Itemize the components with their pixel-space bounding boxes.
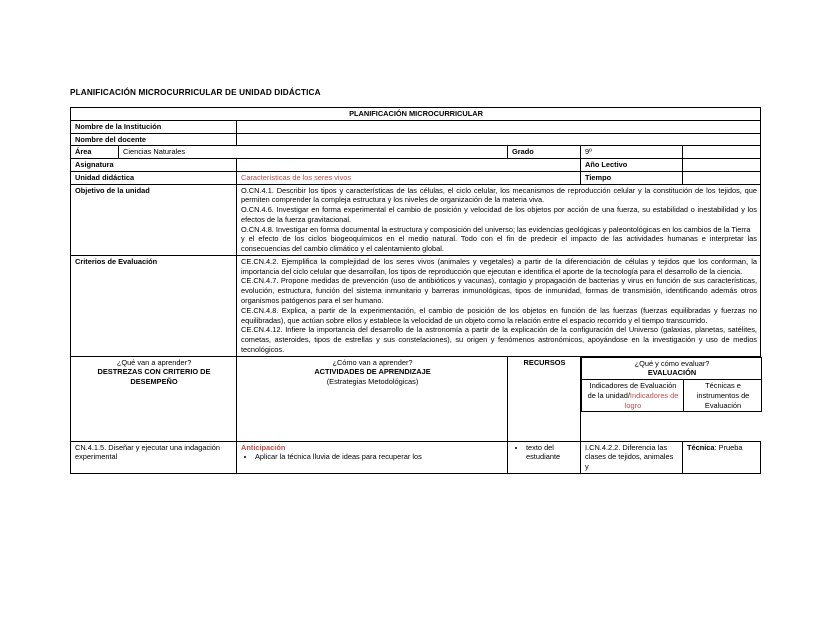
tecnica-value: : Prueba [714, 442, 743, 452]
cell-destreza[interactable]: CN.4.1.5. Diseñar y ejecutar una indagación experimental [71, 441, 237, 473]
tecnica-label: Técnica [687, 442, 715, 452]
objetivo-paragraph: O.CN.4.1. Describir los tipos y características de las células, el ciclo celular, los mecanismos de reproducción celular y la constitución de los tejidos, que permiten comprender la compleja estructura y los niveles de organización de la materia viva. [241, 185, 757, 205]
cell-tecnica[interactable] [683, 441, 761, 473]
objetivo-label: Objetivo de la unidad [71, 184, 237, 255]
asignatura-value[interactable] [237, 159, 581, 172]
area-label: Área [71, 146, 119, 159]
grado-value[interactable]: 9º [581, 146, 683, 159]
area-value[interactable]: Ciencias Naturales [119, 146, 508, 159]
destrezas-title: DESTREZAS CON CRITERIO DE DESEMPEÑO [97, 367, 211, 387]
criterios-content[interactable] [237, 255, 761, 356]
indicadores-part1: Indicadores de Evaluación de la unidad/ [587, 381, 677, 400]
list-item: • Aplicar la técnica lluvia de ideas para recuperar los [255, 452, 504, 462]
destrezas-question: ¿Qué van a aprender? [116, 357, 192, 367]
subheader-tecnicas: Técnicas e instrumentos de Evaluación [684, 380, 762, 412]
header-actividades [237, 356, 508, 441]
table-row-criterios [71, 255, 761, 356]
actividades-title: ACTIVIDADES DE APRENDIZAJE [314, 367, 431, 377]
evaluacion-header-table [581, 357, 762, 413]
institucion-label: Nombre de la Institución [71, 120, 237, 133]
actividades-subtitle: (Estrategias Metodológicas) [326, 377, 419, 387]
table-row-unidad [71, 171, 761, 184]
table-row-objetivo [71, 184, 761, 255]
list-item: • texto del estudiante [526, 443, 577, 463]
table-row-column-headers [71, 356, 761, 441]
objetivo-content[interactable] [237, 184, 761, 255]
recursos-list [512, 443, 577, 463]
cell-actividad[interactable] [237, 441, 508, 473]
institucion-value[interactable] [237, 120, 761, 133]
table-row-content [71, 441, 761, 473]
criterio-paragraph: CE.CN.4.7. Propone medidas de prevención (uso de antibióticos y vacunas), contagio y propagación de bacterias y virus en función de sus características, evolución, estructura, función del sistema inmunitario y barreras inmunológicas, tipos de inmunidad, formas de transmisión, identificando además otros organismos patógenos para el ser humano. [241, 276, 757, 306]
recursos-title: RECURSOS [523, 357, 566, 367]
docente-value[interactable] [237, 133, 761, 146]
actividad-heading: Anticipación [241, 442, 286, 452]
unidad-label: Unidad didáctica [71, 171, 237, 184]
table-row-asignatura [71, 159, 761, 172]
unidad-value[interactable]: Características de los seres vivos [237, 171, 581, 184]
subheader-indicadores [582, 380, 684, 412]
evaluacion-top-row [582, 357, 762, 380]
header-evaluacion [581, 356, 761, 441]
objetivo-paragraph: O.CN.4.6. Investigar en forma experimental el cambio de posición y velocidad de los objetos por acción de una fuerza, su estabilidad o inestabilidad y los efectos de la fuerza gravitacional. [241, 205, 757, 224]
anio-lectivo-value[interactable] [683, 159, 761, 172]
banner-title: PLANIFICACIÓN MICROCURRICULAR [71, 108, 761, 121]
indicadores-part2: Indicadores de logro [624, 390, 679, 410]
objetivo-paragraph: O.CN.4.8. Investigar en forma documental la estructura y composición del universo; las evidencias geológicas y paleontológicas en los cambios de la Tierra [241, 224, 751, 234]
actividad-list [241, 452, 504, 462]
planificacion-table [70, 107, 761, 474]
criterio-paragraph: CE.CN.4.12. Infiere la importancia del desarrollo de la astronomía a partir de la explicación de la configuración del Universo (galaxias, planetas, satélites, cometas, asteroides, tipos de estrellas y sus constelaciones), su origen y fenómenos astronómicos, apoyándose en la investigación y uso de medios tecnológicos. [241, 325, 757, 354]
evaluacion-question: ¿Qué y cómo evaluar? [634, 358, 710, 368]
tiempo-label: Tiempo [581, 171, 683, 184]
criterio-paragraph: CE.CN.4.2. Ejemplifica la complejidad de los seres vivos (animales y vegetales) a partir de la diferenciación de células y tejidos que los conforman, la importancia del ciclo celular que desarrollan, los tipos de reproducción que ejecutan e identifica el aporte de la tecnología para el desarrollo de la ciencia. [241, 256, 757, 276]
docente-label: Nombre del docente [71, 133, 237, 146]
evaluacion-title: EVALUACIÓN [647, 368, 697, 378]
criterio-paragraph: CE.CN.4.8. Explica, a partir de la experimentación, el cambio de posición de los objetos en función de las fuerzas (fuerzas equilibradas y fuerzas no equilibradas), que actúan sobre ellos y establece la velocidad de un objeto como la relación entre el espacio recorrido y el tiempo transcurrido. [241, 305, 757, 325]
anio-lectivo-label: Año Lectivo [581, 159, 683, 172]
table-row-banner [71, 108, 761, 121]
header-destrezas [71, 356, 237, 441]
grado-label: Grado [508, 146, 581, 159]
criterios-label: Criterios de Evaluación [71, 255, 237, 356]
area-extra-cell [683, 146, 761, 159]
evaluacion-top-cell [582, 357, 762, 380]
evaluacion-sub-row [582, 380, 762, 412]
header-recursos [508, 356, 581, 441]
tiempo-value[interactable] [683, 171, 761, 184]
actividades-question: ¿Cómo van a aprender? [332, 357, 413, 367]
objetivo-paragraph: y el efecto de los ciclos biogeoquímicos en el medio natural. Todo con el fin de predecir el impacto de las actividades humanas e interpretar las consecuencias del cambio climático y el calentamiento global. [241, 234, 757, 254]
asignatura-label: Asignatura [71, 159, 237, 172]
table-row-institucion [71, 120, 761, 133]
cell-indicador[interactable]: I.CN.4.2.2. Diferencia las clases de tejidos, animales y [581, 441, 683, 473]
table-row-area [71, 146, 761, 159]
page-title: PLANIFICACIÓN MICROCURRICULAR DE UNIDAD DIDÁCTICA [70, 88, 321, 97]
cell-recursos[interactable] [508, 441, 581, 473]
table-row-docente [71, 133, 761, 146]
